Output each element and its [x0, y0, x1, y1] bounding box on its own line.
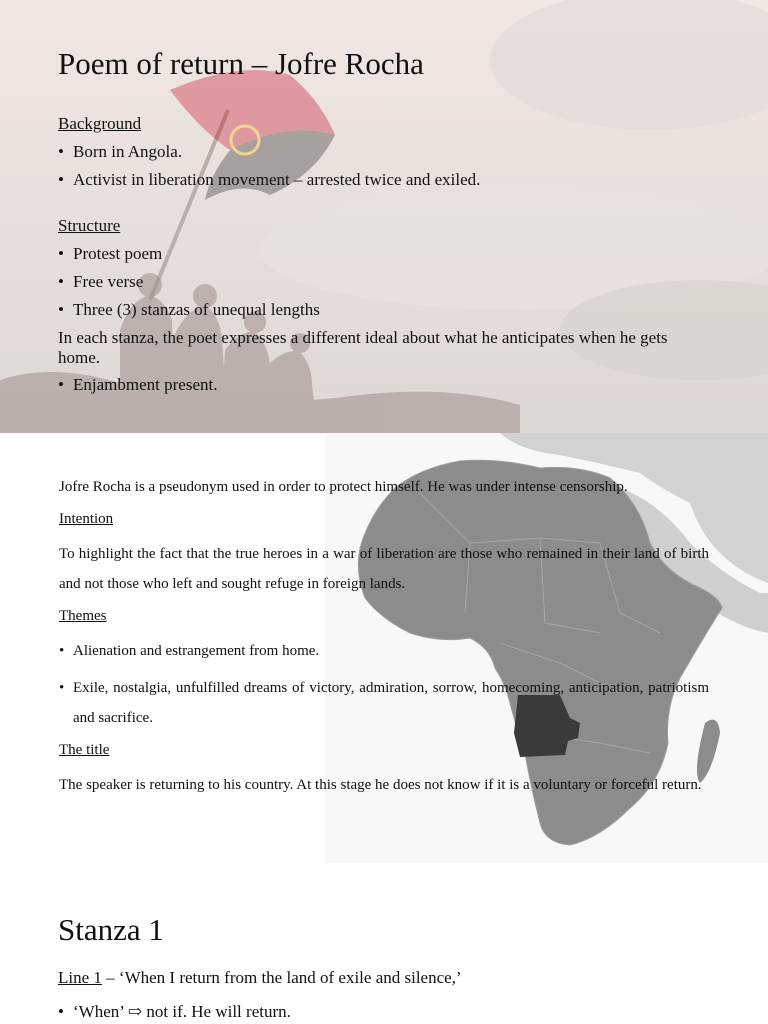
structure-paragraph: In each stanza, the poet expresses a different ideal about what he anticipates when he gets home. — [58, 328, 668, 367]
bullet-start: ‘When’ — [73, 1002, 128, 1021]
page-title: Poem of return – Jofre Rocha — [58, 46, 424, 81]
background-heading: Background — [58, 114, 142, 133]
right-arrow-icon: ⇨ — [127, 1002, 143, 1021]
list-item: • Activist in liberation movement – arrested twice and exiled. — [58, 170, 708, 190]
title-paragraph: The speaker is returning to his country. At this stage he does not know if it is a voluntary or forceful return. — [59, 777, 702, 793]
africa-content — [59, 472, 709, 800]
hero-slide — [0, 0, 768, 433]
line-heading — [58, 968, 718, 988]
africa-slide — [0, 433, 768, 863]
hero-content — [58, 46, 708, 403]
list-item: • Free verse — [58, 272, 708, 292]
list-item: • Enjambment present. — [58, 375, 708, 395]
list-item: • Alienation and estrangement from home. — [59, 636, 709, 666]
list-item: • Three (3) stanzas of unequal lengths — [58, 300, 708, 320]
list-item: • Exile, nostalgia, unfulfilled dreams of victory, admiration, sorrow, homecoming, anticipation, patriotism and sacrifice. — [59, 673, 709, 733]
intention-heading: Intention — [59, 511, 114, 527]
themes-heading: Themes — [59, 608, 107, 624]
line-text: – ‘When I return from the land of exile and silence,’ — [101, 968, 462, 987]
structure-heading: Structure — [58, 216, 121, 235]
stanza-title: Stanza 1 — [58, 912, 164, 947]
title-heading: The title — [59, 742, 110, 758]
stanza-slide — [0, 863, 768, 1024]
stanza-content — [58, 912, 718, 1024]
list-item — [58, 1002, 718, 1022]
list-item: • Born in Angola. — [58, 142, 708, 162]
intro-paragraph: Jofre Rocha is a pseudonym used in order to protect himself. He was under intense censorship. — [59, 479, 628, 495]
line-label: Line 1 — [58, 968, 102, 987]
bullet-rest: not if. He will return. — [142, 1002, 291, 1021]
intention-paragraph: To highlight the fact that the true heroes in a war of liberation are those who remained in their land of birth and not those who left and sought refuge in foreign lands. — [59, 546, 709, 592]
list-item: • Protest poem — [58, 244, 708, 264]
